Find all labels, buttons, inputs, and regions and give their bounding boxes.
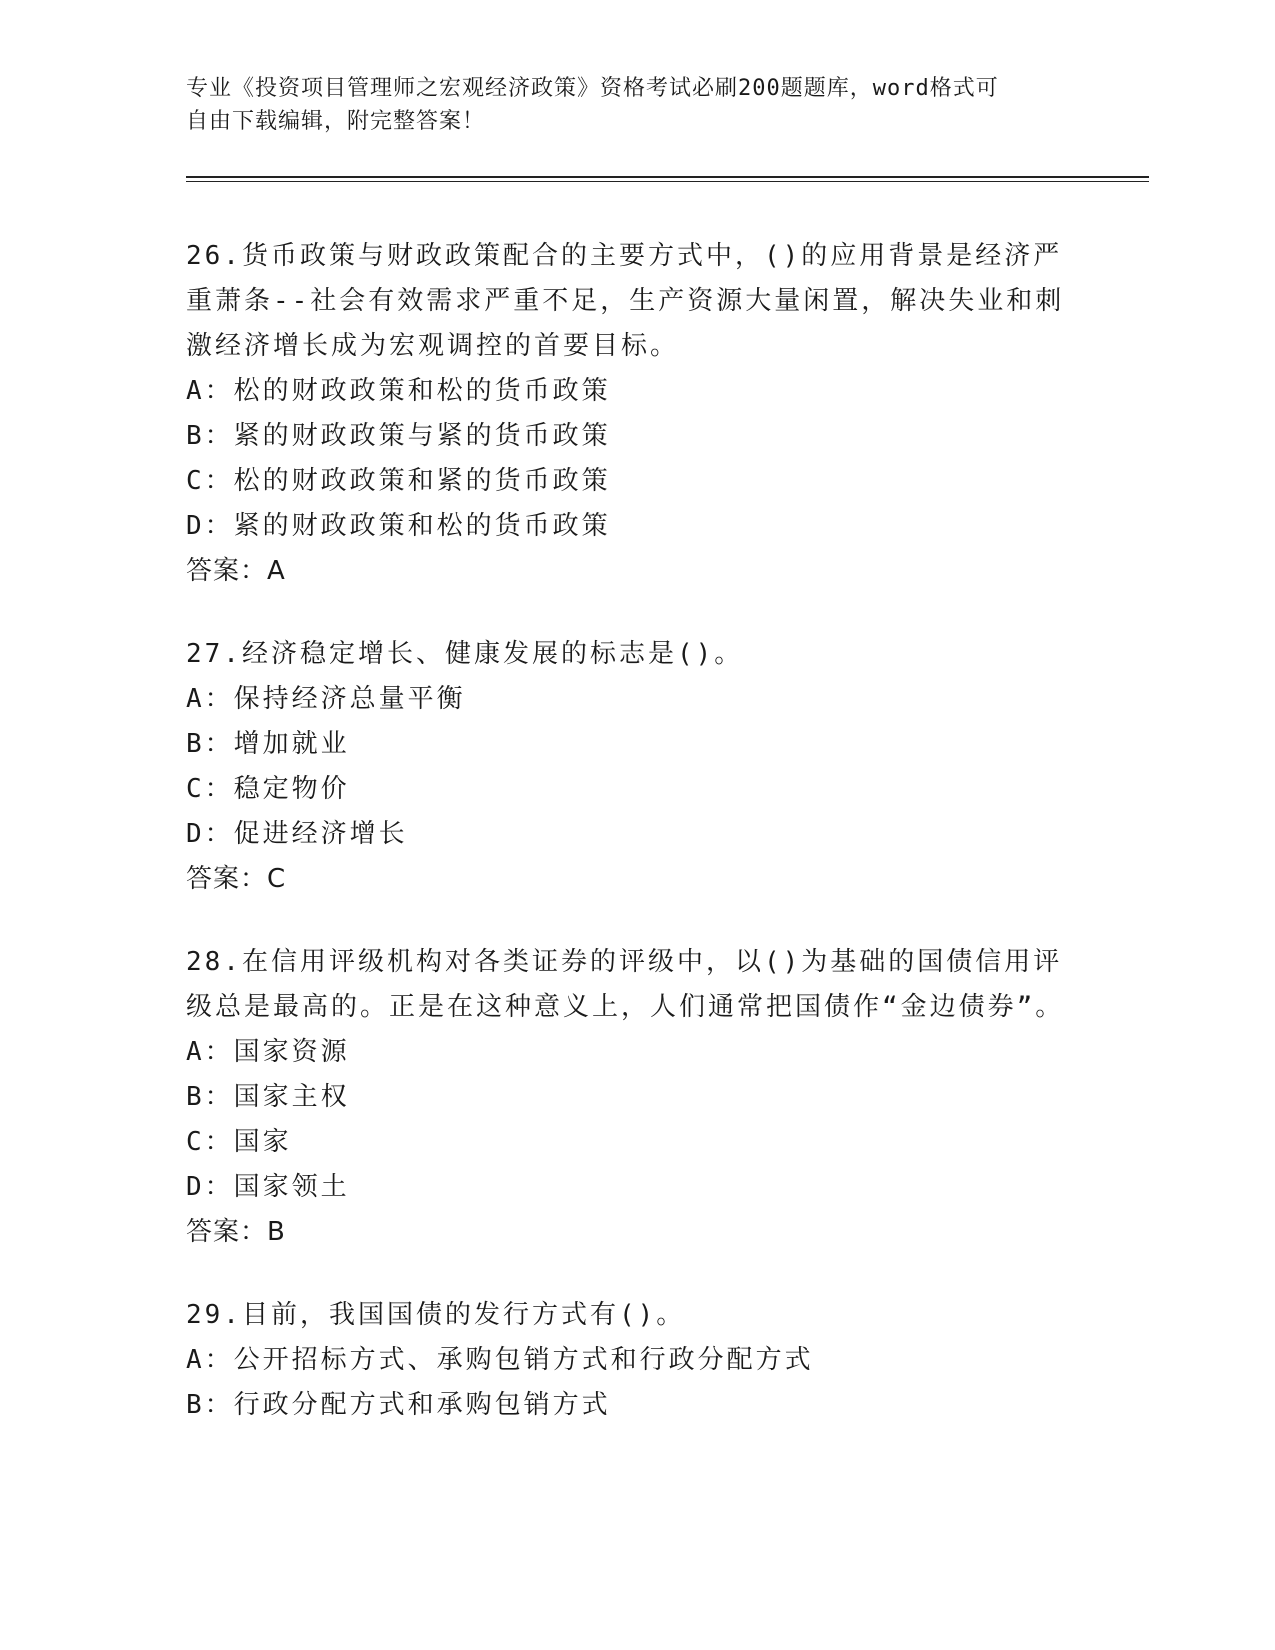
- option-a: A：保持经济总量平衡: [186, 684, 466, 714]
- option-d: D：紧的财政政策和松的货币政策: [186, 511, 611, 541]
- question-stem: 28.在信用评级机构对各类证券的评级中，以()为基础的国债信用评级总是最高的。正是在这种意义上，人们通常把国债作“金边债券”。: [186, 947, 1065, 1022]
- option-d: D：国家领土: [186, 1172, 350, 1202]
- answer: 答案：C: [186, 864, 287, 894]
- question-list: [186, 234, 1086, 1466]
- answer: 答案：B: [186, 1217, 286, 1247]
- option-c: C：松的财政政策和紧的货币政策: [186, 466, 611, 496]
- option-a: A：国家资源: [186, 1037, 350, 1067]
- answer: 答案：A: [186, 556, 286, 586]
- header-title-line-1: 专业《投资项目管理师之宏观经济政策》资格考试必刷200题题库，word格式可: [186, 76, 999, 101]
- option-a: A：松的财政政策和松的货币政策: [186, 376, 611, 406]
- document-header: [186, 72, 1066, 138]
- option-b: B：行政分配方式和承购包销方式: [186, 1390, 611, 1420]
- option-c: C：稳定物价: [186, 774, 350, 804]
- header-divider-thick: [186, 176, 1149, 178]
- question-29: [186, 1293, 1086, 1428]
- question-stem: 29.目前，我国国债的发行方式有()。: [186, 1300, 686, 1330]
- option-d: D：促进经济增长: [186, 819, 408, 849]
- option-b: B：增加就业: [186, 729, 350, 759]
- question-27: [186, 632, 1086, 902]
- question-stem: 26.货币政策与财政政策配合的主要方式中，()的应用背景是经济严重萧条--社会有效需求严重不足，生产资源大量闲置，解决失业和刺激经济增长成为宏观调控的首要目标。: [186, 241, 1065, 361]
- question-26: [186, 234, 1086, 594]
- question-28: [186, 940, 1086, 1255]
- option-a: A：公开招标方式、承购包销方式和行政分配方式: [186, 1345, 814, 1375]
- question-stem: 27.经济稳定增长、健康发展的标志是()。: [186, 639, 744, 669]
- option-b: B：紧的财政政策与紧的货币政策: [186, 421, 611, 451]
- option-c: C：国家: [186, 1127, 292, 1157]
- header-divider-thin: [186, 181, 1149, 182]
- option-b: B：国家主权: [186, 1082, 350, 1112]
- header-title-line-2: 自由下载编辑，附完整答案！: [186, 109, 486, 134]
